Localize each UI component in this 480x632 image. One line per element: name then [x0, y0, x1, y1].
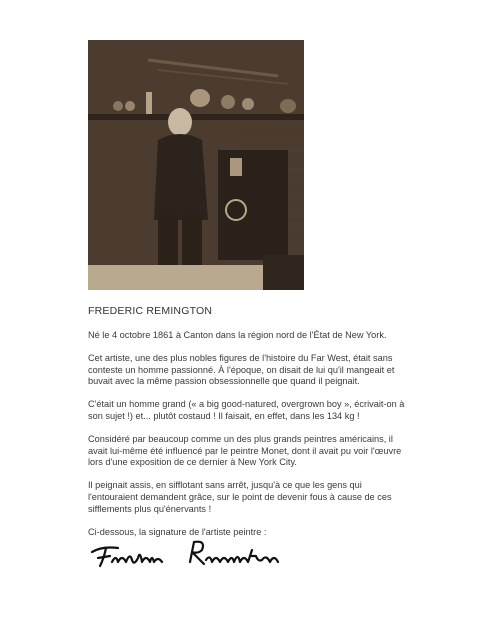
paragraph: C'était un homme grand (« a big good-natured, overgrown boy », écrivait-on à son sujet !) et... plutôt costaud ! Il faisait, en effet, dans les 134 kg ! — [88, 399, 405, 421]
page-title: FREDERIC REMINGTON — [88, 305, 213, 317]
paragraph: Il peignait assis, en sifflotant sans arrêt, jusqu'à ce que les gens qui l'entouraient demandent grâce, sur le point de devenir fous à cause de ces sifflements plus qu'énervants ! — [88, 480, 392, 514]
portrait-photo — [88, 40, 304, 290]
biography-text — [88, 330, 408, 549]
signature-image — [88, 532, 308, 572]
paragraph: Né le 4 octobre 1861 à Canton dans la région nord de l'État de New York. — [88, 330, 387, 340]
paragraph: Cet artiste, une des plus nobles figures de l'histoire du Far West, était sans conteste un homme passionné. À l'époque, on disait de lui qu'il mangeait et buvait avec la même passion obsessionnelle que quand il peignait. — [88, 352, 395, 387]
paragraph: Considéré par beaucoup comme un des plus grands peintres américains, il avait lui-même été influencé par le peintre Monet, dont il avait pu voir l'œuvre lors d'une exposition de ce dernier à New York City. — [88, 433, 402, 468]
paragraph: Ci-dessous, la signature de l'artiste peintre : — [88, 526, 267, 537]
